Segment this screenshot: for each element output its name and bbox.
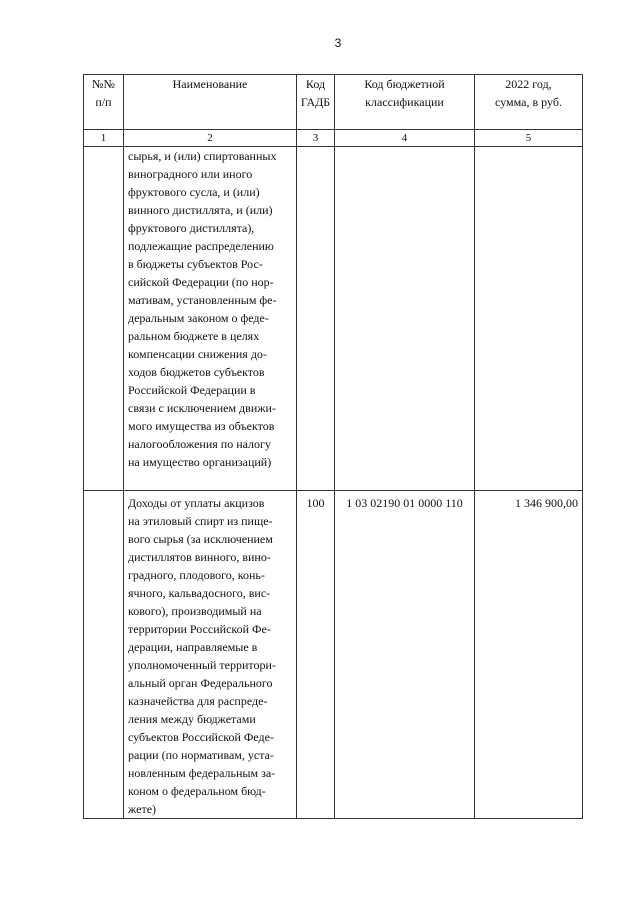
table-row (84, 491, 583, 819)
row-name-cell (124, 491, 297, 819)
row-name-line: мого имущества из объектов (128, 419, 275, 433)
column-number-4: 4 (335, 130, 475, 147)
table-row (84, 147, 583, 491)
header-amount-line1: 2022 год, (505, 77, 552, 91)
row-gadb-cell: 100 (297, 491, 335, 819)
row-name-line: на имущество организаций) (128, 455, 272, 469)
row-name-line: ления между бюджетами (128, 712, 256, 726)
table-header-row (84, 75, 583, 130)
header-name-line1: Наименование (172, 77, 248, 91)
row-name-line: вого сырья (за исключением (128, 532, 273, 546)
row-kbk-cell: 1 03 02190 01 0000 110 (335, 491, 475, 819)
row-name-line: связи с исключением движи- (128, 401, 276, 415)
header-index (84, 75, 124, 130)
row-name-line: сийской Федерации (по нор- (128, 275, 274, 289)
row-name-line: территории Российской Фе- (128, 622, 271, 636)
row-name-line: ячного, кальвадосного, вис- (128, 586, 271, 600)
row-name-line: налогообложения по налогу (128, 437, 271, 451)
row-name-cell (124, 147, 297, 491)
row-name-line: ральном бюджете в целях (128, 329, 260, 343)
row-name-line: дистиллятов винного, вино- (128, 550, 271, 564)
row-name-line: новленным федеральным за- (128, 766, 276, 780)
row-name-line: субъектов Российской Феде- (128, 730, 274, 744)
column-number-row (84, 130, 583, 147)
row-kbk-cell (335, 147, 475, 491)
budget-table (83, 74, 583, 819)
row-name-line: Российской Федерации в (128, 383, 256, 397)
header-gadb-line1: Код (305, 77, 326, 91)
column-number-1: 1 (84, 130, 124, 147)
row-index-cell (84, 491, 124, 819)
header-gadb (297, 75, 335, 130)
row-name-line: казначейства для распреде- (128, 694, 268, 708)
row-name-line: деральным законом о феде- (128, 311, 269, 325)
row-name-line: альный орган Федерального (128, 676, 273, 690)
row-name-line: сырья, и (или) спиртованных (128, 149, 277, 163)
row-name-line: подлежащие распределению (128, 239, 274, 253)
row-name-line: виноградного или иного (128, 167, 253, 181)
row-name-line: мативам, установленным фе- (128, 293, 277, 307)
row-name-line: дерации, направляемые в (128, 640, 258, 654)
row-gadb-cell (297, 147, 335, 491)
row-name-line: Доходы от уплаты акцизов (128, 496, 265, 510)
header-gadb-line2: ГАДБ (300, 95, 331, 109)
row-name-line: жете) (128, 802, 157, 816)
row-amount-cell: 1 346 900,00 (475, 491, 583, 819)
row-name-line: рации (по нормативам, уста- (128, 748, 274, 762)
column-number-3: 3 (297, 130, 335, 147)
row-name-line: кового), производимый на (128, 604, 262, 618)
header-amount (475, 75, 583, 130)
row-name-line: компенсации снижения до- (128, 347, 267, 361)
header-kbk-line2: классификации (365, 95, 444, 109)
header-name (124, 75, 297, 130)
row-name-line: уполномоченный территори- (128, 658, 276, 672)
page-number: 3 (334, 36, 342, 50)
column-number-2: 2 (124, 130, 297, 147)
header-kbk-line1: Код бюджетной (364, 77, 445, 91)
column-number-5: 5 (475, 130, 583, 147)
row-name-line: градного, плодового, конь- (128, 568, 265, 582)
row-name-line: винного дистиллята, и (или) (128, 203, 273, 217)
row-index-cell (84, 147, 124, 491)
row-name-line: на этиловый спирт из пище- (128, 514, 273, 528)
row-name-line: в бюджеты субъектов Рос- (128, 257, 263, 271)
row-name-line: фруктового дистиллята), (128, 221, 255, 235)
row-name-line: коном о федеральном бюд- (128, 784, 266, 798)
header-amount-line2: сумма, в руб. (495, 95, 562, 109)
header-kbk (335, 75, 475, 130)
header-index-line1: №№ (92, 77, 115, 91)
row-name-line: ходов бюджетов субъектов (128, 365, 265, 379)
row-name-line: фруктового сусла, и (или) (128, 185, 260, 199)
row-amount-cell (475, 147, 583, 491)
header-index-line2: п/п (95, 95, 112, 109)
